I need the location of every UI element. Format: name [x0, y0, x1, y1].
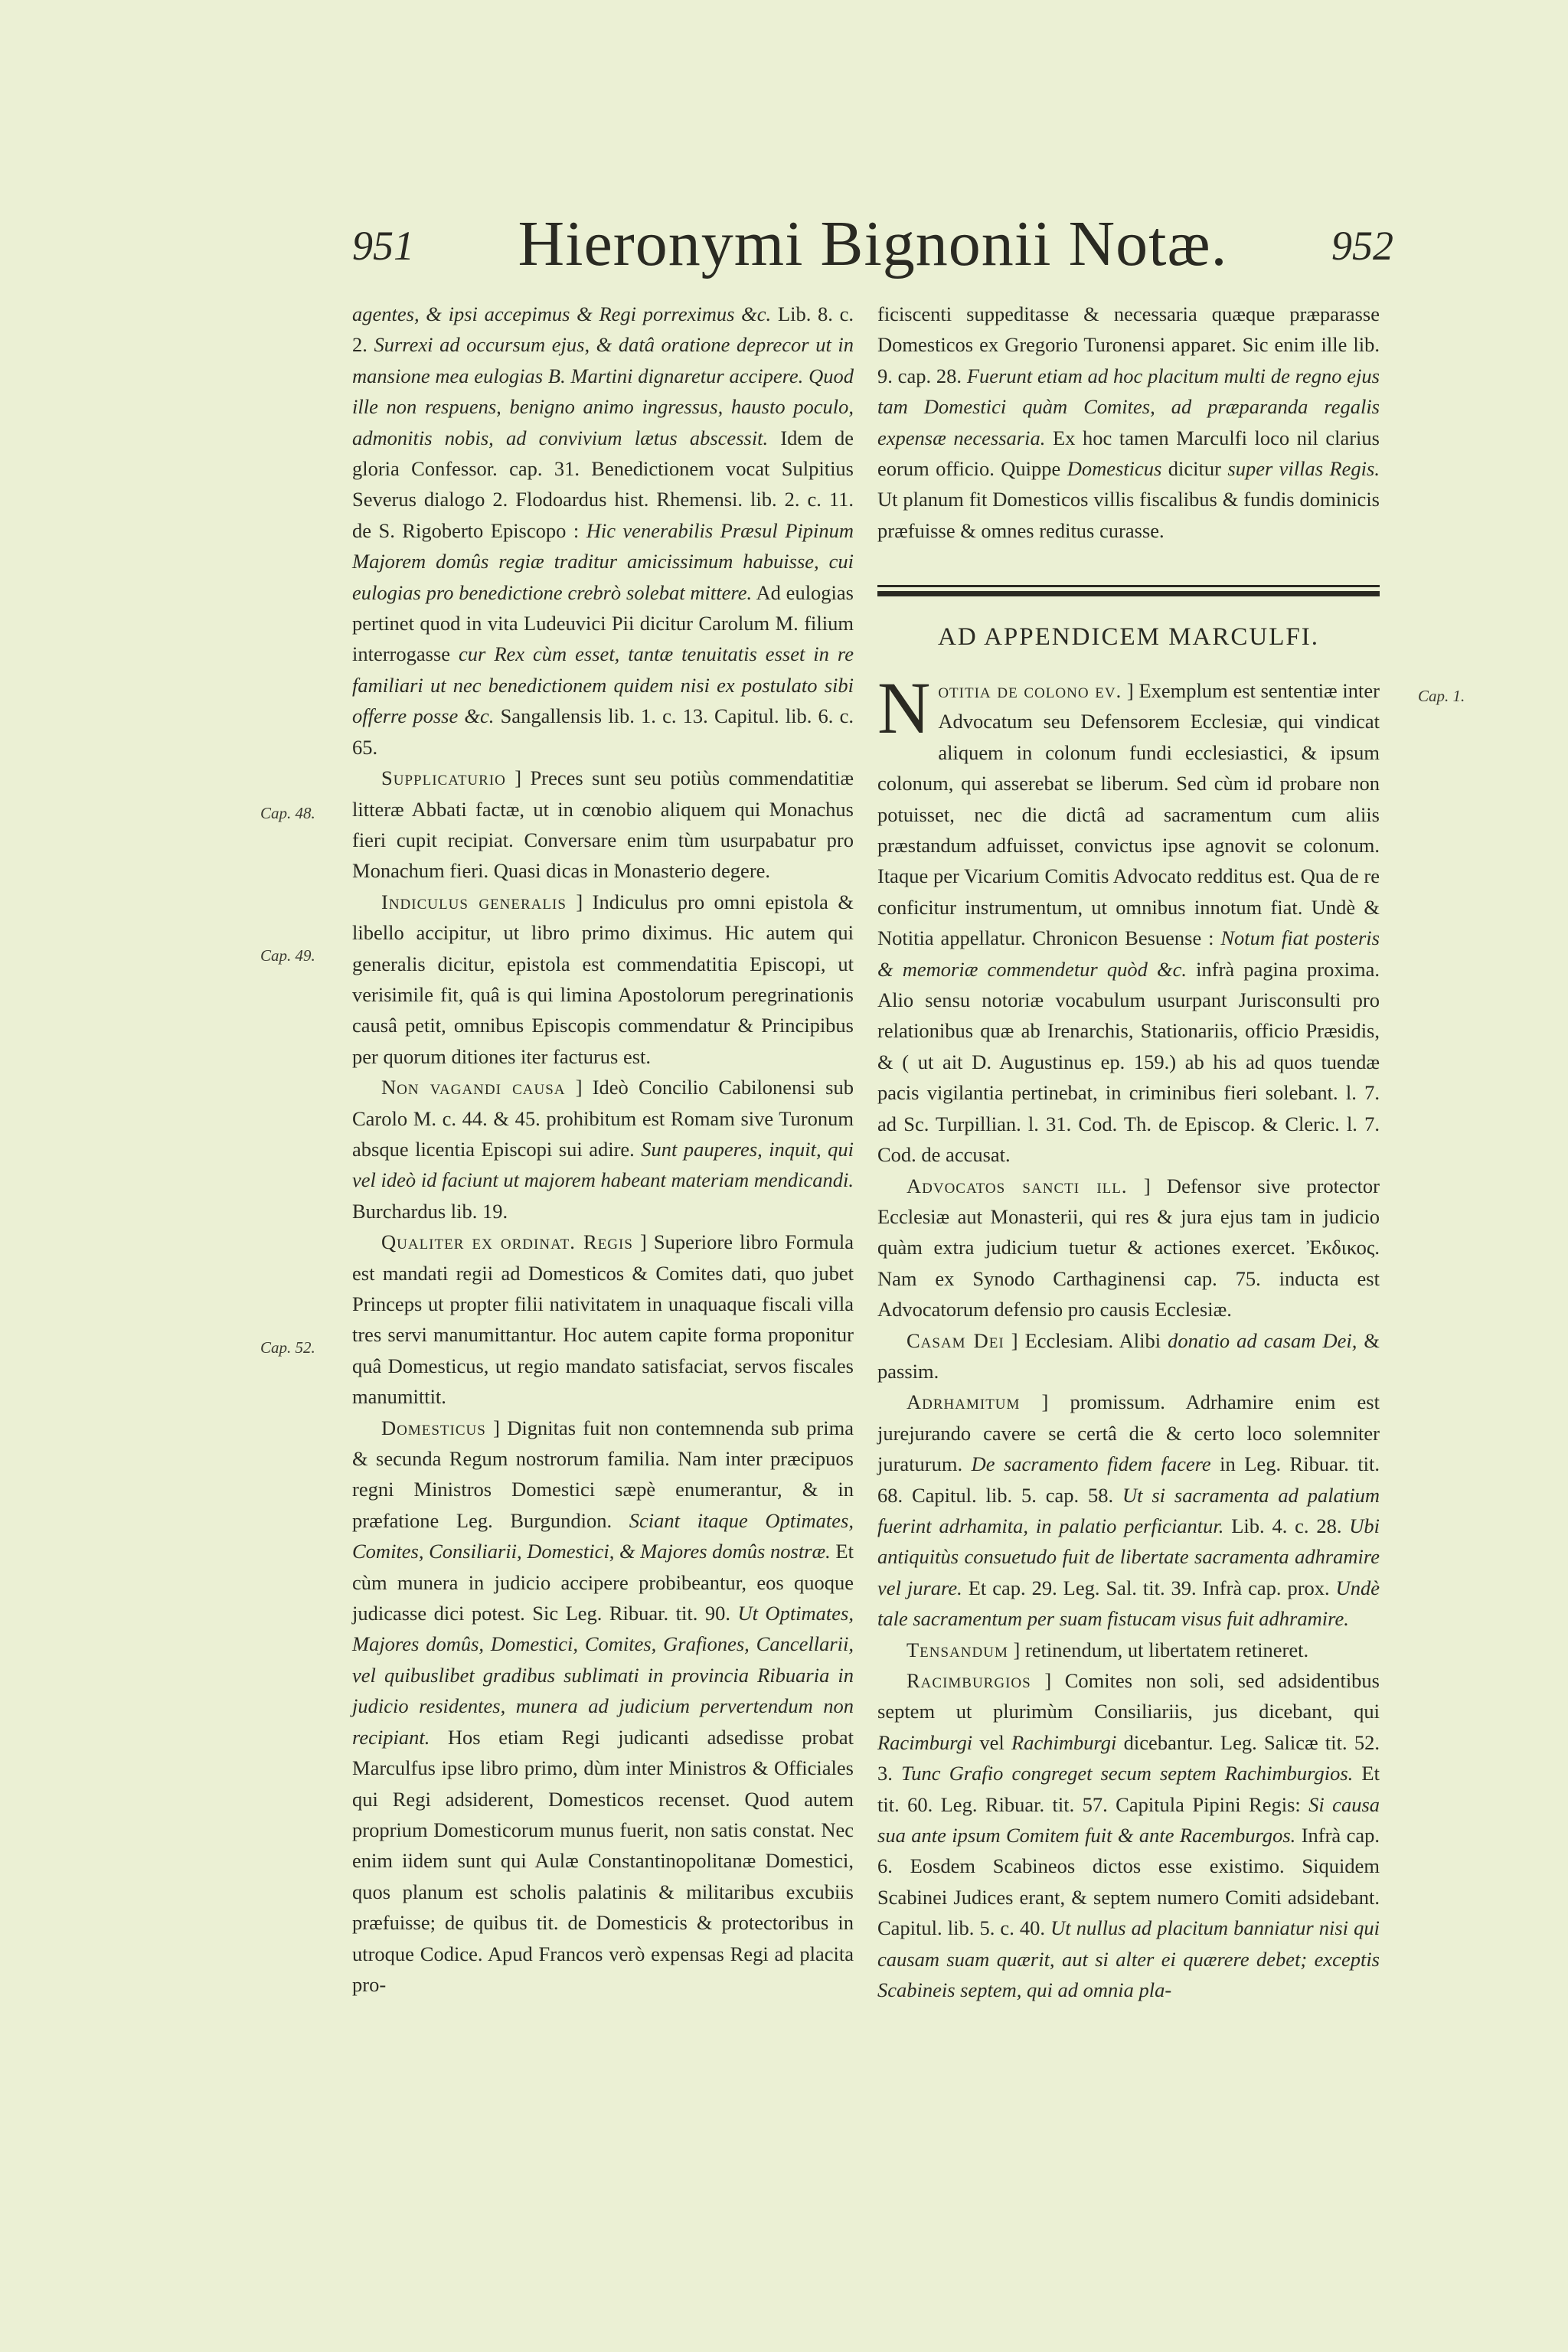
lemma: Adrhamitum — [906, 1390, 1021, 1414]
lemma: Racimburgios — [906, 1669, 1031, 1692]
lemma: Supplicaturio — [381, 766, 506, 790]
lemma: Advocatos sancti ill. — [906, 1174, 1128, 1197]
section-heading: AD APPENDICEM MARCULFI. — [938, 623, 1319, 651]
paragraph: Tensandum ] retinendum, ut libertatem retineret. — [906, 1638, 1309, 1661]
paragraph: ficiscenti suppeditasse & necessaria quæque præparasse Domesticos ex Gregorio Turonensi apparet. Sic enim ille lib. 9. cap. 28. Fuerunt etiam ad hoc placitum multi de regno ejus tam Domestici quàm Comites, ad præparanda regalis expensæ necessaria. Ex hoc tamen Marculfi loco nil clarius eorum officio. Quippe Domesticus dicitur super villas Regis. Ut planum fit Domesticos villis fiscalibus & fundis dominicis præfuisse & omnes reditus curasse. — [877, 302, 1380, 542]
lemma: Non vagandi causa — [381, 1076, 566, 1099]
paragraph: Domesticus ] Dignitas fuit non contemnenda sub prima & secunda Regum nostrorum familia. Nam inter præcipuos regni Ministros Domestici sæpè enumerantur, & in præfatione Leg. Burgundion. Sciant itaque Optimates, Comites, Consiliarii, Domestici, & Majores domûs nostræ. Et cùm munera in judicio accipere probibeantur, eos quoque judicasse dici potest. Sic Leg. Ribuar. tit. 90. Ut Optimates, Majores domûs, Domestici, Comites, Grafiones, Cancellarii, vel quibuslibet gradibus sublimati in provincia Ribuaria in judicio residentes, munera ad judicium pervertendum non recipiant. Hos etiam Regi judicanti adsedisse probat Marculfus ipse libro primo, dùm inter Ministros & Officiales qui Regi adsiderent, Domesticos recenset. Quod autem proprium Domesticorum munus fuerit, non satis constat. Nec enim iidem sunt qui Aulæ Constantinopolitanæ Domestici, quos planum est scholis palatinis & militaribus excubiis præfuisse; de quibus tit. de Domesticis & protectoribus in utroque Codice. Apud Francos verò expensas Regi ad placita pro- — [352, 1416, 854, 1996]
lemma: otitia de colono ev. — [938, 679, 1122, 702]
page-header — [337, 207, 1409, 291]
right-column-body — [877, 667, 1380, 2005]
page-number-right: 952 — [1331, 223, 1393, 269]
lemma: Domesticus — [381, 1416, 486, 1439]
paragraph: agentes, & ipsi accepimus & Regi porreximus &c. Lib. 8. c. 2. Surrexi ad occursum ejus, & datâ oratione deprecor ut in mansione mea eulogias B. Martini dignaretur accipere. Quod ille non respuens, benigno animo ingressus, hausto poculo, admonitis nobis, ad convivium lætus abscessit. Idem de gloria Confessor. cap. 31. Benedictionem vocat Sulpitius Severus dialogo 2. Flodoardus hist. Rhemensi. lib. 2. c. 11. de S. Rigoberto Episcopo : Hic venerabilis Præsul Pipinum Majorem domûs regiæ traditur amicissimum habuisse, cui eulogias pro benedictione crebrò solebat mittere. Ad eulogias pertinet quod in vita Ludeuvici Pii dicitur Carolum M. filium interrogasse cur Rex cùm esset, tantæ tenuitatis esset in re familiari ut nec benedictionem quidem nisi ex postulato sibi offerre posse &c. Sangallensis lib. 1. c. 13. Capitul. lib. 6. c. 65. — [352, 302, 854, 759]
paragraph: Racimburgios ] Comites non soli, sed adsidentibus septem ut plurimùm Consiliariis, jus dicebant, qui Racimburgi vel Rachimburgi dicebantur. Leg. Salicæ tit. 52. 3. Tunc Grafio congreget secum septem Rachimburgios. Et tit. 60. Leg. Ribuar. tit. 57. Capitula Pipini Regis: Si causa sua ante ipsum Comitem fuit & ante Racemburgos. Infrà cap. 6. Eosdem Scabineos dictos esse existimo. Siquidem Scabinei Judices erant, & septem numero Comiti adsidebant. Capitul. lib. 5. c. 40. Ut nullus ad placitum banniatur nisi qui causam suam quærit, aut si alter ei quærere debet; exceptis Scabineis septem, qui ad omnia pla- — [877, 1669, 1380, 2002]
page-number-left: 951 — [352, 223, 414, 269]
paragraph: Supplicaturio ] Preces sunt seu potiùs commendatitiæ litteræ Abbati factæ, ut in cœnobio aliquem qui Monachus fieri cupit recipiat. Conversare enim tùm usurpabatur pro Monachum fieri. Quasi dicas in Monasterio degere. — [352, 766, 854, 883]
drop-cap: N — [877, 667, 931, 749]
right-column-top — [877, 299, 1380, 546]
lemma: Qualiter ex ordinat. Regis — [381, 1230, 633, 1254]
paragraph: Adrhamitum ] promissum. Adrhamire enim est jurejurando cavere se certâ die & certo loco solemniter juraturum. De sacramento fidem facere in Leg. Ribuar. tit. 68. Capitul. lib. 5. cap. 58. Ut si sacramenta ad palatium fuerint adrhamita, in palatio perficiantur. Lib. 4. c. 28. Ubi antiquitùs consuetudo fuit de libertate sacramenta adhramire vel jurare. Et cap. 29. Leg. Sal. tit. 39. Infrà cap. prox. Undè tale sacramentum per suam fistucam visus fuit adhramire. — [877, 1390, 1380, 1631]
margin-note-cap-52: Cap. 52. — [260, 1338, 315, 1357]
lemma: Casam Dei — [906, 1328, 1004, 1352]
lemma: Tensandum — [906, 1638, 1008, 1661]
lemma: Indiculus generalis — [381, 890, 567, 913]
paragraph: Qualiter ex ordinat. Regis ] Superiore libro Formula est mandati regii ad Domesticos & Comites dati, quo jubet Princeps ut propter filii nativitatem in unaquaque fiscali villa tres servi manumittantur. Hoc autem capite forma proponitur quâ Domesticus, ut regio mandato satisfaciat, servos fiscales manumittit. — [352, 1230, 854, 1409]
paragraph: Non vagandi causa ] Ideò Concilio Cabilonensi sub Carolo M. c. 44. & 45. prohibitum est Romam sive Turonum absque licentia Episcopi sui adire. Sunt pauperes, inquit, qui vel ideò id faciunt ut majorem habeant materiam mendicandi. Burchardus lib. 19. — [352, 1076, 854, 1223]
margin-note-cap-1: Cap. 1. — [1418, 687, 1465, 705]
section-divider — [877, 585, 1380, 596]
margin-note-cap-48: Cap. 48. — [260, 804, 315, 822]
left-column — [352, 299, 854, 2000]
paragraph: Indiculus generalis ] Indiculus pro omni epistola & libello accipitur, ut libro primo diximus. Hic autem qui generalis dicitur, epistola est commendatitia Episcopi, ut verisimile fit, quâ is qui limina Apostolorum peregrinationis causâ petit, omnibus Episcopis commendatur & Principibus per quorum ditiones iter facturus est. — [352, 890, 854, 1068]
page-title: Hieronymi Bignonii Notæ. — [518, 208, 1228, 279]
margin-note-cap-49: Cap. 49. — [260, 946, 315, 965]
paragraph: Advocatos sancti ill. ] Defensor sive protector Ecclesiæ aut Monasterii, qui res & jura ejus tam in judicio quàm extra judicium tuetur & actiones exercet. Ἐκδικος. Nam ex Synodo Carthaginensi cap. 75. inducta est Advocatorum defensio pro causis Ecclesiæ. — [877, 1174, 1380, 1321]
paragraph: Notitia de colono ev. ] Exemplum est sententiæ inter Advocatum seu Defensorem Ecclesiæ, qui vindicat aliquem in colonum fundi ecclesiastici, & ipsum colonum, qui asserebat se liberum. Sed cùm id probare non potuisset, nec die dictâ ad sacramentum cum aliis præstandum adfuisset, convictus ipse agnovit se colonum. Itaque per Vicarium Comitis Advocato redditus est. Qua de re conficitur instrumentum, ut omnibus innotum fiat. Undè & Notitia appellatur. Chronicon Besuense : Notum fiat posteris & memoriæ commendetur quòd &c. infrà pagina proxima. Alio sensu notoriæ vocabulum usurpant Jurisconsulti pro relationibus quæ ab Irenarchis, Stationariis, officio Præsidis, & ( ut ait D. Augustinus ep. 159.) ab his ad quos tuendæ pacis vigilantia pertinebat, in criminibus fieri solebant. l. 7. ad Sc. Turpillian. l. 31. Cod. Th. de Episcop. & Cleric. l. 7. Cod. de accusat. — [877, 667, 1380, 1167]
paragraph: Casam Dei ] Ecclesiam. Alibi donatio ad casam Dei, & passim. — [877, 1328, 1380, 1383]
